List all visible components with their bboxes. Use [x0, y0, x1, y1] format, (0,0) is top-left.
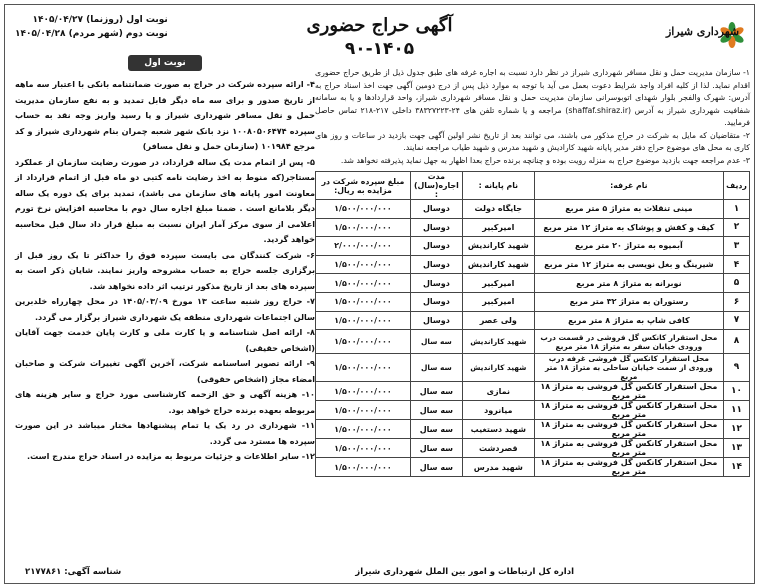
conditions-list	[15, 77, 315, 465]
table-row	[316, 420, 750, 439]
table-row	[316, 200, 750, 219]
condition-item: ۹- ارائه تصویر اساسنامه شرکت، آخرین آگهی تغییرات شرکت و صاحبان امضاء مجاز (اشخاص حقوقی)	[15, 358, 315, 384]
col-header-booth: نام غرفه:	[534, 172, 723, 200]
booth-name-cell: محل استقرار کانکس گل فروشی به متراژ ۱۸ متر مربع	[534, 458, 723, 477]
condition-item: ۱۰- هزینه آگهی و حق الزحمه کارشناسی مورد حراج و سایر هزینه های مربوطه بعهده برنده حراج خواهد بود.	[15, 389, 315, 415]
col-header-row: ردیف	[724, 172, 750, 200]
amount-cell: ۱/۵۰۰/۰۰۰/۰۰۰	[316, 330, 411, 354]
booth-name-cell: محل استقرار کانکس گل فروشی غرفه درب ورودی از سمت خیابان ساحلی به متراژ ۱۸ متر مربع	[534, 354, 723, 382]
booth-name-cell: محل استقرار کانکس گل فروشی به متراژ ۱۸ متر مربع	[534, 382, 723, 401]
terminal-cell: شهید کاراندیش	[462, 354, 534, 382]
table-row	[316, 439, 750, 458]
publish-date-second: نوبت دوم (شهر مردم) ۱۴۰۵/۰۴/۲۸	[15, 29, 168, 39]
table-row	[316, 237, 750, 256]
publish-date-first: نوبت اول (روزنما) ۱۴۰۵/۰۴/۲۷	[32, 15, 168, 25]
condition-item: ۷- حراج روز شنبه ساعت ۱۳ مورخ ۱۴۰۵/۰۳/۰۹ در محل چهارراه خلدبرین سالن اجتماعات شهرداری منطقه یک شهرداری شیراز برگزار می گردد.	[15, 296, 315, 322]
conditions-column	[15, 55, 315, 465]
term-cell: سه سال	[410, 330, 462, 354]
table-row	[316, 311, 750, 330]
term-cell: سه سال	[410, 354, 462, 382]
footer-ad-id: شناسه آگهی: ۲۱۷۷۸۶۱	[25, 567, 122, 577]
booth-name-cell: محل استقرار کانکس گل فروشی به متراژ ۱۸ متر مربع	[534, 401, 723, 420]
terminal-cell: ولی عصر	[462, 311, 534, 330]
page-title: آگهی حراج حضوری	[306, 15, 453, 36]
table-row	[316, 382, 750, 401]
terminal-cell: امیرکبیر	[462, 218, 534, 237]
condition-item: ۱۱- شهرداری در رد یک یا تمام پیشنهادها مختار میباشد در این صورت سپرده ها مسترد می گردد.	[15, 420, 315, 446]
condition-item: ۴- ارائه سپرده شرکت در حراج به صورت ضمانتنامه بانکی با اعتبار سه ماهه از تاریخ صدور و برای سه ماه دیگر قابل تمدید و به نفع سازمان مدیریت حمل و نقل مسافر شهرداری شیراز و یا رسید واریز وجه نقد به حساب سپرده ۱۰۰۸۰۵۰۶۴۷۴ نزد بانک شهر شعبه چمران بنام شهرداری شیراز و کد مرجع ۱۰۱۹۸۴ (سازمان حمل و نقل مسافر)	[15, 79, 315, 151]
term-cell: سه سال	[410, 401, 462, 420]
amount-cell: ۱/۵۰۰/۰۰۰/۰۰۰	[316, 200, 411, 219]
table-header-row	[316, 172, 750, 200]
main-column	[315, 67, 750, 477]
booth-name-cell: کافی شاپ به متراژ ۸ متر مربع	[534, 311, 723, 330]
intro-paragraph-3: ۳- عدم مراجعه جهت بازدید موضوع حراج به منزله رویت بوده و چنانچه برنده حراج بعدا اظهار به جهل نماید پذیرفته نخواهد شد.	[340, 155, 750, 165]
table-row	[316, 255, 750, 274]
edition-badge: نوبت اول	[128, 55, 202, 71]
row-number-cell: ۹	[724, 354, 750, 382]
terminal-cell: شهید کاراندیش	[462, 330, 534, 354]
condition-item: ۱۲- سایر اطلاعات و جزئیات مربوط به مزایده در اسناد حراج مندرج است.	[27, 451, 315, 461]
term-cell: سه سال	[410, 382, 462, 401]
footer-organization: اداره کل ارتباطات و امور بین الملل شهرداری شیراز	[355, 567, 574, 577]
row-number-cell: ۲	[724, 218, 750, 237]
table-row	[316, 354, 750, 382]
terminal-cell: شهید کاراندیش	[462, 255, 534, 274]
term-cell: دوسال	[410, 200, 462, 219]
terminal-cell: امیرکبیر	[462, 292, 534, 311]
amount-cell: ۱/۵۰۰/۰۰۰/۰۰۰	[316, 274, 411, 293]
booth-name-cell: رستوران به متراژ ۳۲ متر مربع	[534, 292, 723, 311]
row-number-cell: ۸	[724, 330, 750, 354]
condition-item: ۸- ارائه اصل شناسنامه و یا کارت ملی و کارت پایان خدمت جهت آقایان (اشخاص حقیقی)	[15, 327, 315, 353]
amount-cell: ۱/۵۰۰/۰۰۰/۰۰۰	[316, 255, 411, 274]
term-cell: سه سال	[410, 439, 462, 458]
term-cell: دوسال	[410, 237, 462, 256]
table-row	[316, 218, 750, 237]
amount-cell: ۱/۵۰۰/۰۰۰/۰۰۰	[316, 382, 411, 401]
amount-cell: ۱/۵۰۰/۰۰۰/۰۰۰	[316, 292, 411, 311]
table-row	[316, 458, 750, 477]
amount-cell: ۲/۰۰۰/۰۰۰/۰۰۰	[316, 237, 411, 256]
table-body	[316, 200, 750, 477]
booth-name-cell: محل استقرار کانکس گل فروشی به متراژ ۱۸ متر مربع	[534, 439, 723, 458]
terminal-cell: نمازی	[462, 382, 534, 401]
auction-code: ۹۰-۱۴۰۵	[344, 39, 415, 59]
amount-cell: ۱/۵۰۰/۰۰۰/۰۰۰	[316, 218, 411, 237]
condition-item: ۵- پس از اتمام مدت یک ساله قرارداد، در صورت رضایت سازمان از عملکرد مستاجر(که منوط به اخذ رضایت نامه کتبی دو ماه قبل از اتمام قرارداد از معاونت امور پایانه های سازمان می باشد)، تمدید برای یک دوره یک ساله دیگر بلامانع است . ضمنا مبلغ اجاره سال دوم با محاسبه افزایش نرخ تورم اعلامی از سوی مرکز آمار ایران نسبت به مبلغ قرار داد سال قبل محاسبه خواهد گردید.	[15, 156, 315, 244]
term-cell: دوسال	[410, 218, 462, 237]
booth-name-cell: شیرینگ و بغل نویسی به متراژ ۱۲ متر مربع	[534, 255, 723, 274]
intro-paragraph-2: ۲- متقاضیان که مایل به شرکت در حراج مذکور می باشند، می توانند بعد از تاریخ نشر اولین آگهی جهت بازدید در ساعات و روز های کاری به محل های موضوع حراج دفتر مدیر پایانه شهید کارادیش و شهید مدرس و شهید طیاب مراجعه نمایند.	[315, 130, 750, 152]
row-number-cell: ۷	[724, 311, 750, 330]
terminal-cell: جایگاه دولت	[462, 200, 534, 219]
term-cell: سه سال	[410, 458, 462, 477]
booth-name-cell: آبمیوه به متراژ ۲۰ متر مربع	[534, 237, 723, 256]
booth-name-cell: مینی تنقلات به متراژ ۵ متر مربع	[534, 200, 723, 219]
logo-text: شهرداری شیراز	[666, 25, 740, 38]
amount-cell: ۱/۵۰۰/۰۰۰/۰۰۰	[316, 458, 411, 477]
term-cell: سه سال	[410, 420, 462, 439]
row-number-cell: ۵	[724, 274, 750, 293]
condition-item: ۶- شرکت کنندگان می بایست سپرده فوق را حداکثر تا یک روز قبل از برگزاری جلسه حراج به حساب مشروحه واریز نمایند. شایان ذکر است به سپرده های بعد از تاریخ مذکور ترتیب اثر داده نخواهد شد.	[15, 249, 315, 291]
table-row	[316, 330, 750, 354]
row-number-cell: ۴	[724, 255, 750, 274]
terminal-cell: شهید مدرس	[462, 458, 534, 477]
row-number-cell: ۱	[724, 200, 750, 219]
table-row	[316, 401, 750, 420]
row-number-cell: ۱۴	[724, 458, 750, 477]
col-header-amount: مبلغ سپرده شرکت در مزایده به ریال:	[316, 172, 411, 200]
row-number-cell: ۱۲	[724, 420, 750, 439]
booth-name-cell: کیف و کفش و پوشاک به متراژ ۱۲ متر مربع	[534, 218, 723, 237]
term-cell: دوسال	[410, 292, 462, 311]
term-cell: دوسال	[410, 274, 462, 293]
row-number-cell: ۶	[724, 292, 750, 311]
booth-name-cell: نوبرانه به متراژ ۸ متر مربع	[534, 274, 723, 293]
table-row	[316, 292, 750, 311]
term-cell: دوسال	[410, 255, 462, 274]
table-row	[316, 274, 750, 293]
col-header-term: مدت اجاره(سال) :	[410, 172, 462, 200]
amount-cell: ۱/۵۰۰/۰۰۰/۰۰۰	[316, 439, 411, 458]
terminal-cell: میانرود	[462, 401, 534, 420]
col-header-terminal: نام پایانه :	[462, 172, 534, 200]
terminal-cell: امیرکبیر	[462, 274, 534, 293]
amount-cell: ۱/۵۰۰/۰۰۰/۰۰۰	[316, 420, 411, 439]
booth-name-cell: محل استقرار کانکس گل فروشی به متراژ ۱۸ متر مربع	[534, 420, 723, 439]
announcement-page	[4, 4, 755, 584]
booth-name-cell: محل استقرار کانکس گل فروشی در قسمت درب ورودی خیابان سفر به متراژ ۱۸ متر مربع	[534, 330, 723, 354]
amount-cell: ۱/۵۰۰/۰۰۰/۰۰۰	[316, 311, 411, 330]
row-number-cell: ۱۳	[724, 439, 750, 458]
intro-paragraph-1: ۱- سازمان مدیریت حمل و نقل مسافر شهرداری شیراز در نظر دارد نسبت به اجاره غرفه های طبق جدول ذیل از طریق حراج حضوری اقدام نماید. لذا از کلیه افراد واجد شرایط دعوت بعمل می آید با توجه به موارد ذیل پس از درج دومین آگهی جهت اخذ اسناد حراج به آدرس: شهرک والفجر بلوار شهدای اتوبوسرانی سازمان مدیریت حمل و نقل مسافر شهرداری شیراز، واحد قراردادها و یا به سامانه شفافیت شهرداری شیراز به آدرس (shaffaf.shiraz.ir) مراجعه و یا شماره تلفن های ۲۴-۳۸۳۲۷۲۲۳ داخلی ۲۱۷-۲۱۸ تماس حاصل فرمایید.	[315, 68, 750, 127]
amount-cell: ۱/۵۰۰/۰۰۰/۰۰۰	[316, 401, 411, 420]
booths-table	[315, 171, 750, 477]
publish-dates	[15, 13, 168, 41]
row-number-cell: ۱۱	[724, 401, 750, 420]
row-number-cell: ۱۰	[724, 382, 750, 401]
terminal-cell: قصردشت	[462, 439, 534, 458]
amount-cell: ۱/۵۰۰/۰۰۰/۰۰۰	[316, 354, 411, 382]
row-number-cell: ۳	[724, 237, 750, 256]
terminal-cell: شهید کاراندیش	[462, 237, 534, 256]
terminal-cell: شهید دستغیب	[462, 420, 534, 439]
term-cell: دوسال	[410, 311, 462, 330]
